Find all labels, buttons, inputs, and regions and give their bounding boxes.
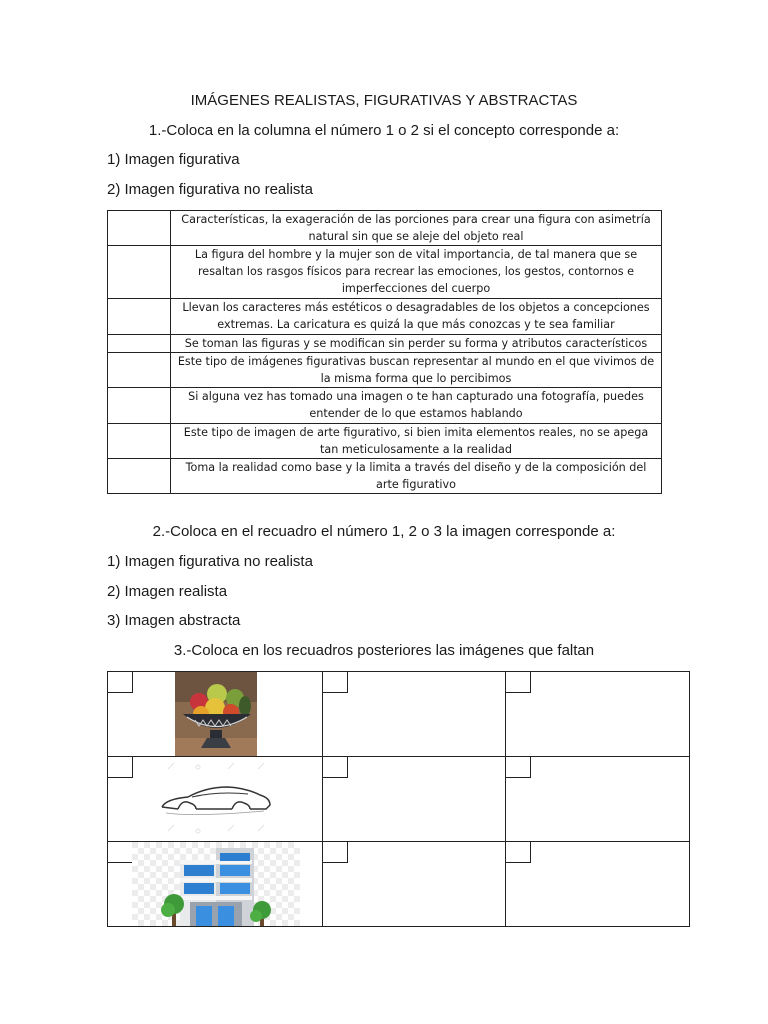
table-row — [108, 211, 662, 246]
section2-option-3: 3) Imagen abstracta — [107, 612, 241, 629]
number-box[interactable] — [506, 842, 531, 863]
grid-cell — [323, 757, 506, 842]
number-box[interactable] — [108, 757, 133, 778]
section1-option-1: 1) Imagen figurativa — [107, 151, 240, 168]
concepts-table — [107, 210, 662, 494]
concept-text: La figura del hombre y la mujer son de vital importancia, de tal manera que se resaltan los rasgos físicos para recrear las emociones, los gestos, contornos e imperfecciones del cuerpo — [171, 246, 662, 299]
table-row — [108, 388, 662, 424]
building-illustration — [132, 842, 300, 926]
table-row — [108, 335, 662, 353]
table-row — [108, 459, 662, 494]
answer-cell[interactable] — [108, 299, 171, 335]
answer-cell[interactable] — [108, 388, 171, 424]
section3-instruction: 3.-Coloca en los recuadros posteriores las imágenes que faltan — [173, 642, 595, 659]
answer-cell[interactable] — [108, 353, 171, 388]
grid-cell — [323, 842, 506, 927]
answer-cell[interactable] — [108, 424, 171, 459]
table-row — [108, 424, 662, 459]
images-grid — [107, 671, 690, 927]
answer-cell[interactable] — [108, 246, 171, 299]
grid-row — [108, 757, 690, 842]
car-line-drawing — [158, 761, 276, 837]
section1-instruction: 1.-Coloca en la columna el número 1 o 2 si el concepto corresponde a: — [148, 122, 620, 139]
table-row — [108, 299, 662, 335]
number-box[interactable] — [506, 672, 531, 693]
grid-row — [108, 672, 690, 757]
number-box[interactable] — [323, 672, 348, 693]
grid-cell — [506, 842, 690, 927]
concept-text: Toma la realidad como base y la limita a través del diseño y de la composición del arte figurativo — [171, 459, 662, 494]
number-box[interactable] — [323, 842, 348, 863]
answer-cell[interactable] — [108, 335, 171, 353]
concept-text: Llevan los caracteres más estéticos o desagradables de los objetos a concepciones extremas. La caricatura es quizá la que más conozcas y te sea familiar — [171, 299, 662, 335]
page-title: IMÁGENES REALISTAS, FIGURATIVAS Y ABSTRACTAS — [190, 92, 578, 109]
grid-cell — [108, 842, 323, 927]
concept-text: Este tipo de imágenes figurativas buscan representar al mundo en el que vivimos de la misma forma que lo percibimos — [171, 353, 662, 388]
grid-row — [108, 842, 690, 927]
number-box[interactable] — [108, 672, 133, 693]
grid-cell — [506, 757, 690, 842]
number-box[interactable] — [108, 842, 133, 863]
grid-cell — [108, 672, 323, 757]
table-row — [108, 353, 662, 388]
number-box[interactable] — [323, 757, 348, 778]
section2-instruction: 2.-Coloca en el recuadro el número 1, 2 o 3 la imagen corresponde a: — [152, 523, 616, 540]
concept-text: Se toman las figuras y se modifican sin perder su forma y atributos característicos — [171, 335, 662, 353]
grid-cell — [108, 757, 323, 842]
grid-cell — [323, 672, 506, 757]
concept-text: Características, la exageración de las porciones para crear una figura con asimetría natural sin que se aleje del objeto real — [171, 211, 662, 246]
concept-text: Si alguna vez has tomado una imagen o te han capturado una fotografía, puedes entender de lo que estamos hablando — [171, 388, 662, 424]
section1-option-2: 2) Imagen figurativa no realista — [107, 181, 313, 198]
answer-cell[interactable] — [108, 459, 171, 494]
concept-text: Este tipo de imagen de arte figurativo, si bien imita elementos reales, no se apega tan meticulosamente a la realidad — [171, 424, 662, 459]
number-box[interactable] — [506, 757, 531, 778]
fruit-bowl-photo — [175, 672, 257, 756]
section2-option-1: 1) Imagen figurativa no realista — [107, 553, 313, 570]
grid-cell — [506, 672, 690, 757]
answer-cell[interactable] — [108, 211, 171, 246]
section2-option-2: 2) Imagen realista — [107, 583, 228, 600]
table-row — [108, 246, 662, 299]
